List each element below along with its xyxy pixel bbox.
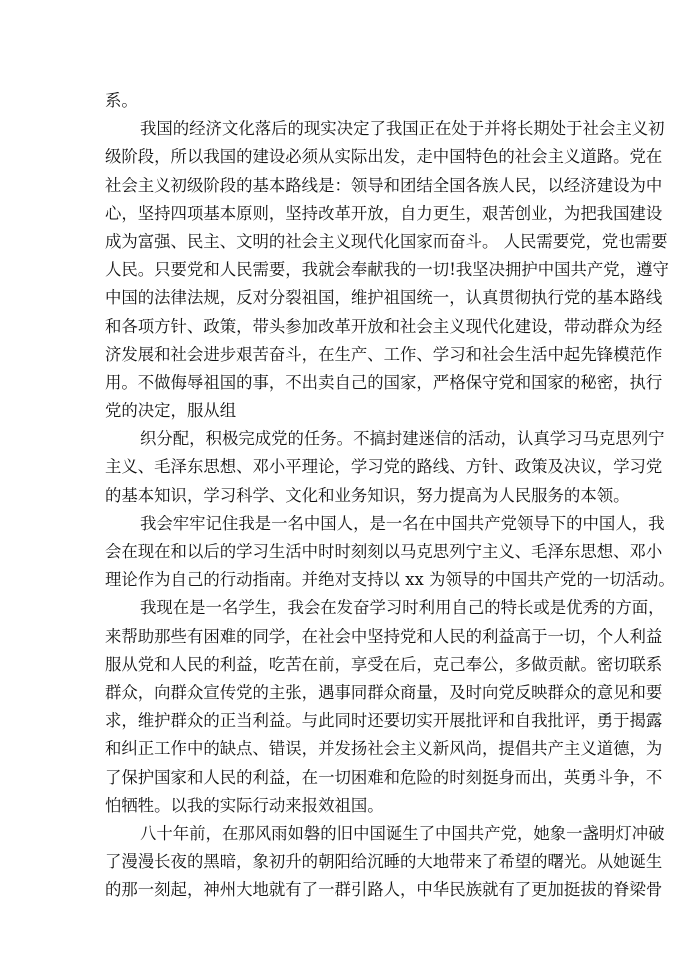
text-line: 八十年前，在那风雨如磐的旧中国诞生了中国共产党，她象一盏明灯冲破 (140, 823, 665, 843)
text-line: 济发展和社会进步艰苦奋斗，在生产、工作、学习和社会生活中起先锋模范作 (105, 344, 663, 364)
text-line: 和纠正工作中的缺点、错误，并发扬社会主义新风尚，提倡共产主义道德，为 (105, 739, 663, 759)
text-line: 心，坚持四项基本原则，坚持改革开放，自力更生，艰苦创业，为把我国建设 (105, 203, 663, 223)
text-line: 成为富强、民主、文明的社会主义现代化国家而奋斗。 人民需要党，党也需要 (105, 231, 668, 251)
text-line: 服从党和人民的利益，吃苦在前，享受在后，克己奉公，多做贡献。密切联系 (105, 654, 663, 674)
text-line: 级阶段，所以我国的建设必须从实际出发，走中国特色的社会主义道路。党在 (105, 147, 663, 167)
text-line: 群众，向群众宣传党的主张，遇事同群众商量，及时向党反映群众的意见和要 (105, 682, 663, 702)
text-line: 理论作为自己的行动指南。并绝对支持以 xx 为领导的中国共产党的一切活动。 (105, 570, 675, 590)
text-line: 人民。只要党和人民需要，我就会奉献我的一切!我坚决拥护中国共产党，遵守 (105, 260, 669, 280)
text-line: 来帮助那些有困难的同学，在社会中坚持党和人民的利益高于一切，个人利益 (105, 626, 663, 646)
text-line: 社会主义初级阶段的基本路线是：领导和团结全国各族人民，以经济建设为中 (105, 175, 663, 195)
text-line: 我国的经济文化落后的现实决定了我国正在处于并将长期处于社会主义初 (140, 119, 665, 139)
text-line: 我现在是一名学生，我会在发奋学习时利用自己的特长或是优秀的方面， (140, 598, 665, 618)
text-line: 用。不做侮辱祖国的事，不出卖自己的国家，严格保守党和国家的秘密，执行 (105, 372, 663, 392)
text-line: 了保护国家和人民的利益，在一切困难和危险的时刻挺身而出，英勇斗争，不 (105, 767, 663, 787)
text-line: 怕牺牲。以我的实际行动来报效祖国。 (105, 795, 384, 815)
text-line: 我会牢牢记住我是一名中国人，是一名在中国共产党领导下的中国人，我 (140, 513, 665, 533)
text-line: 系。 (105, 91, 138, 110)
text-line: 的那一刻起，神州大地就有了一群引路人，中华民族就有了更加挺拔的脊梁骨 (105, 880, 663, 900)
text-line: 主义、毛泽东思想、邓小平理论，学习党的路线、方针、政策及决议，学习党 (105, 457, 663, 477)
text-line: 的基本知识，学习科学、文化和业务知识，努力提高为人民服务的本领。 (105, 485, 630, 505)
text-line: 会在现在和以后的学习生活中时时刻刻以马克思列宁主义、毛泽东思想、邓小 (105, 542, 663, 561)
text-line: 织分配，积极完成党的任务。不搞封建迷信的活动，认真学习马克思列宁 (140, 429, 665, 449)
text-line: 中国的法律法规，反对分裂祖国，维护祖国统一，认真贯彻执行党的基本路线 (105, 288, 663, 308)
document-body (105, 87, 675, 904)
text-line: 了漫漫长夜的黑暗，象初升的朝阳给沉睡的大地带来了希望的曙光。从她诞生 (105, 852, 663, 872)
text-line: 党的决定，服从组 (105, 401, 237, 421)
text-line: 和各项方针、政策，带头参加改革开放和社会主义现代化建设，带动群众为经 (105, 316, 663, 336)
text-line: 求，维护群众的正当利益。与此同时还要切实开展批评和自我批评，勇于揭露 (105, 711, 663, 731)
